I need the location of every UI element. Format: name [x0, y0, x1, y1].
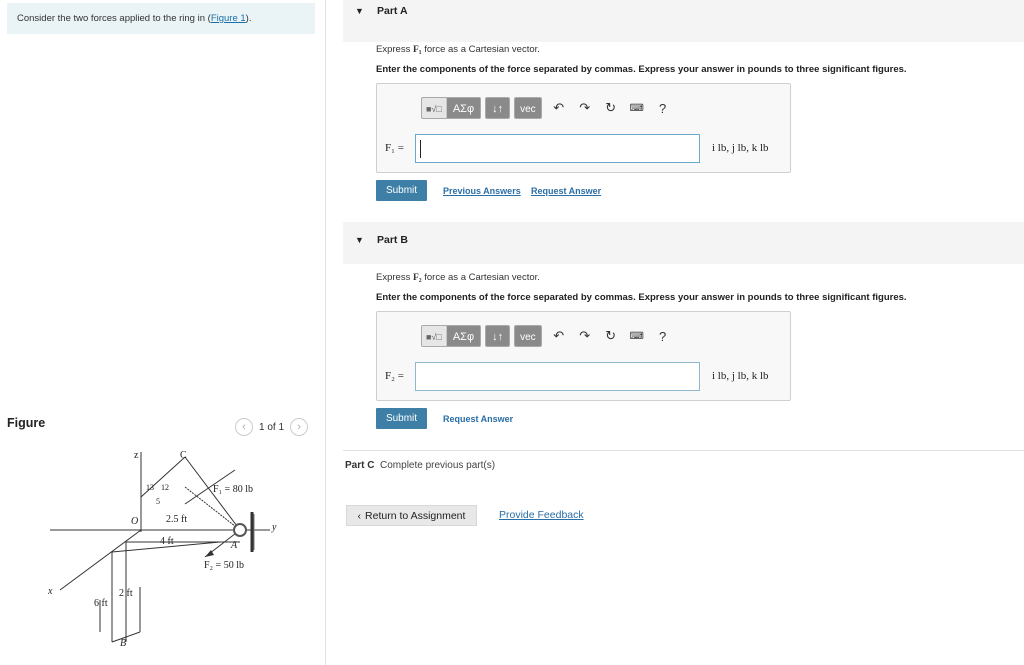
instr-pre: Express [376, 272, 413, 283]
return-to-assignment-button[interactable] [346, 505, 477, 526]
figure-link[interactable]: Figure 1 [210, 13, 246, 24]
part-b-answer-box [376, 311, 791, 401]
redo-icon[interactable]: ↷ [579, 100, 591, 115]
vec-button[interactable]: vec [515, 326, 541, 347]
redo-icon[interactable]: ↷ [579, 328, 591, 343]
figure-diagram [40, 442, 320, 654]
f2-units: i lb, j lb, k lb [712, 370, 769, 382]
figure-pager [235, 418, 308, 436]
f1-input[interactable] [415, 134, 700, 163]
part-a-request-answer-link[interactable]: Request Answer [531, 186, 602, 196]
instr-symbol: F₂ [412, 273, 422, 283]
label-4ft: 4 ft [160, 536, 174, 547]
math-toolbar [421, 96, 676, 120]
undo-icon[interactable]: ↶ [553, 100, 565, 115]
provide-feedback-link[interactable]: Provide Feedback [499, 509, 584, 521]
label-a: A [231, 540, 238, 551]
f1-label: F₁ = [385, 142, 404, 154]
part-a-instruction [376, 44, 540, 55]
help-icon[interactable]: ? [659, 100, 667, 116]
math-toolbar [421, 324, 676, 348]
label-f1: F₁ = 80 lb [213, 484, 253, 495]
part-b-request-answer-link[interactable]: Request Answer [443, 414, 514, 424]
arrows-group [485, 325, 510, 347]
label-x: x [48, 586, 53, 597]
vec-group [514, 97, 542, 119]
next-figure-button[interactable]: › [290, 418, 308, 436]
part-a-submit-button[interactable]: Submit [376, 180, 427, 201]
label-b: B [120, 638, 127, 649]
part-c-title: Part C [345, 460, 375, 471]
f2-label: F₂ = [385, 370, 404, 382]
instr-pre: Express [376, 44, 413, 55]
collapse-triangle-icon[interactable]: ▼ [355, 6, 364, 16]
reset-icon[interactable]: ↻ [605, 100, 617, 115]
ring [234, 524, 246, 536]
part-a-header[interactable] [343, 0, 1024, 42]
figure-heading: Figure [7, 416, 46, 430]
divider [343, 450, 1024, 451]
greek-button[interactable]: AΣφ [447, 98, 480, 119]
arrows-button[interactable]: ↓↑ [486, 326, 509, 347]
part-a-direction: Enter the components of the force separated by commas. Express your answer in pounds to three significant figures. [376, 64, 907, 75]
instr-symbol: F₁ [412, 45, 422, 55]
part-b-instruction [376, 272, 540, 283]
label-y: y [272, 522, 277, 533]
prev-figure-button[interactable]: ‹ [235, 418, 253, 436]
f1-units: i lb, j lb, k lb [712, 142, 769, 154]
reset-icon[interactable]: ↻ [605, 328, 617, 343]
left-panel [0, 0, 326, 665]
collapse-triangle-icon[interactable]: ▼ [355, 235, 364, 245]
templates-group [421, 325, 481, 347]
problem-suffix: ). [245, 13, 252, 24]
templates-button[interactable]: ■√□ [422, 98, 447, 119]
part-c-text: Complete previous part(s) [380, 460, 496, 471]
vec-button[interactable]: vec [515, 98, 541, 119]
part-b-submit-button[interactable]: Submit [376, 408, 427, 429]
undo-icon[interactable]: ↶ [553, 328, 565, 343]
part-a-title: Part A [377, 5, 408, 17]
templates-group [421, 97, 481, 119]
label-o: O [131, 516, 139, 527]
label-f2: F₂ = 50 lb [204, 560, 244, 571]
label-6ft: 6 ft [94, 598, 108, 609]
templates-button[interactable]: ■√□ [422, 326, 447, 347]
chevron-left-icon: ‹ [357, 509, 362, 522]
label-z: z [134, 450, 139, 461]
keyboard-icon[interactable]: ⌨ [629, 330, 644, 342]
instr-post: force as a Cartesian vector. [421, 44, 540, 55]
pager-text: 1 of 1 [259, 421, 285, 433]
label-c: C [180, 450, 187, 461]
part-c [345, 460, 495, 471]
part-b-header[interactable] [343, 222, 1024, 264]
text-cursor [420, 140, 421, 158]
label-ratio-5: 5 [156, 497, 160, 506]
problem-statement [7, 3, 315, 34]
f2-input[interactable] [415, 362, 700, 391]
greek-button[interactable]: AΣφ [447, 326, 480, 347]
return-label: Return to Assignment [365, 509, 466, 522]
problem-text: Consider the two forces applied to the ring in ( [17, 13, 211, 24]
keyboard-icon[interactable]: ⌨ [629, 102, 644, 114]
instr-post: force as a Cartesian vector. [421, 272, 540, 283]
label-ratio-13: 13 [146, 483, 154, 492]
label-2ft: 2 ft [119, 588, 133, 599]
arrows-button[interactable]: ↓↑ [486, 98, 509, 119]
label-2-5ft: 2.5 ft [166, 514, 188, 525]
arrows-group [485, 97, 510, 119]
help-icon[interactable]: ? [659, 328, 667, 344]
part-b-title: Part B [377, 234, 408, 246]
vec-group [514, 325, 542, 347]
previous-answers-link[interactable]: Previous Answers [443, 186, 521, 196]
label-ratio-12: 12 [161, 483, 169, 492]
part-a-answer-box [376, 83, 791, 173]
part-b-direction: Enter the components of the force separated by commas. Express your answer in pounds to three significant figures. [376, 292, 907, 303]
